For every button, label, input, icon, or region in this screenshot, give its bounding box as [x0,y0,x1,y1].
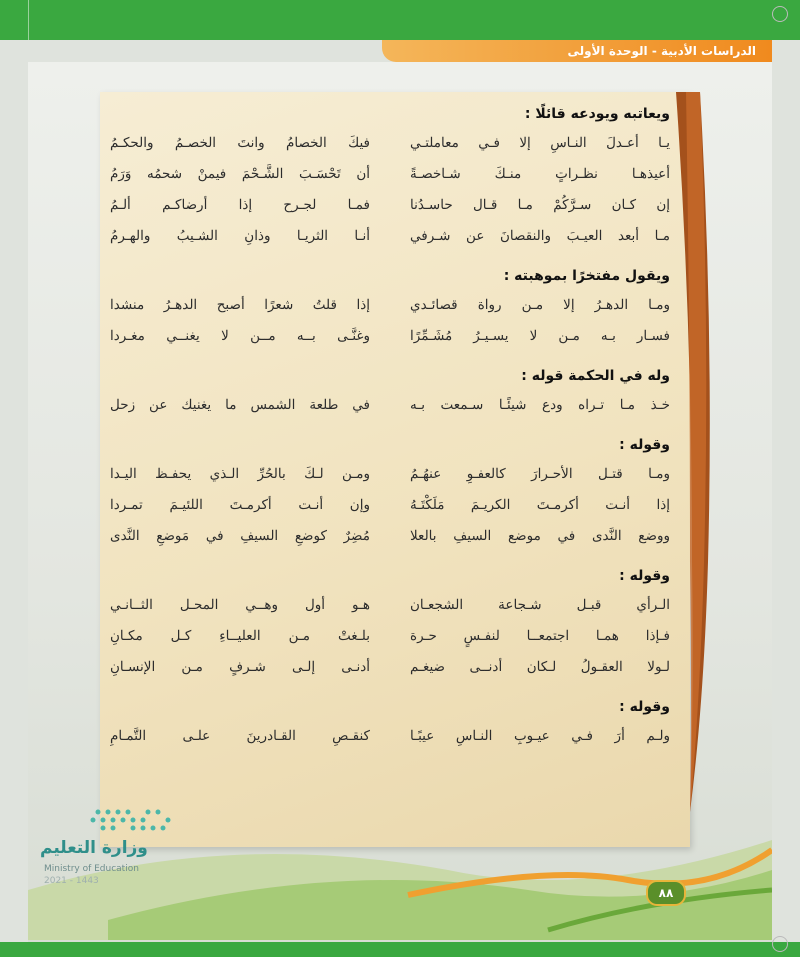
section-heading: ويعاتبه ويودعه قائلًا : [524,106,670,122]
section-heading: وله في الحكمة قوله : [521,368,670,384]
poem-content [110,100,670,752]
top-green-bar [0,0,800,40]
verse-line [110,652,670,683]
unit-header-tab [382,40,772,62]
section-gap [110,421,670,431]
ministry-name-arabic: وزارة التعليم [40,838,148,858]
section-gap [110,352,670,362]
verse-second-hemistich: كنقـصِ القـادرينَ علـى التَّمـامِ [110,728,370,744]
verse-first-hemistich: إذا أنـت أكرمـتَ الكريـمَ مَلَكْتَـهُ [410,497,670,513]
paper-ribbon-decoration [676,92,716,812]
unit-title: الدراسات الأدبية - الوحدة الأولى [567,44,756,58]
verse-line [110,290,670,321]
registration-mark-icon [772,936,788,952]
verse-second-hemistich: في طلعة الشمس ما يغنيك عن زحل [110,397,370,413]
verse-first-hemistich: يـا أعـدلَ النـاسِ إلا فـي معاملتـي [410,135,670,151]
verse-line [110,459,670,490]
verse-line [110,621,670,652]
verse-second-hemistich: هـو أول وهــي المحـل الثــانـي [110,597,370,613]
verse-first-hemistich: ولـم أرَ فـي عيـوبِ النـاسِ عيبًـا [410,728,670,744]
verse-line [110,721,670,752]
verse-first-hemistich: الـرأي قبـل شـجاعة الشجعـان [410,597,670,613]
verse-line [110,128,670,159]
verse-second-hemistich: بلـغتْ مـن العليــاءِ كـل مكـانِ [110,628,370,644]
verse-first-hemistich: مـا أبعد العيـبَ والنقصانَ عن شـرفي [410,228,670,244]
verse-second-hemistich: أدنـى إلـى شـرفٍ مـن الإنسـانِ [110,659,370,675]
verse-first-hemistich: فـإذا همـا اجتمعــا لنفـسٍ حـرة [410,628,670,644]
section-gap [110,552,670,562]
bottom-green-bar [0,942,800,957]
section-heading: ويقول مفتخرًا بموهبته : [503,268,670,284]
verse-first-hemistich: ووضع النَّدى في موضع السيفِ بالعلا [410,528,670,544]
ministry-year: 2021 - 1443 [44,876,99,886]
registration-mark-icon [772,6,788,22]
section-heading: وقوله : [619,568,670,584]
verse-first-hemistich: أعيذهـا نظـراتٍ منـكَ شـاخصـةً [410,166,670,182]
crop-mark [28,0,29,40]
verse-line [110,159,670,190]
verse-first-hemistich: خـذ مـا تـراه ودع شيئًـا سـمعت بـه [410,397,670,413]
verse-second-hemistich: مُضِرٌ كوضعِ السيفِ في مَوضعِ النَّدى [110,528,370,544]
section-heading: وقوله : [619,437,670,453]
verse-line [110,490,670,521]
verse-second-hemistich: وغنَّـى بــه مــن لا يغنــي مغـردا [110,328,370,344]
page-number: ٨٨ [646,880,686,906]
verse-second-hemistich: أنـا الثريـا وذانِ الشـيبُ والهـرمُ [110,228,370,244]
verse-first-hemistich: إن كـان سـرَّكُمْ مـا قـال حاسـدُنا [410,197,670,213]
verse-second-hemistich: ومـن لـكَ بالحُرِّ الـذي يحفـظ اليـدا [110,466,370,482]
section-gap [110,683,670,693]
ministry-name-english: Ministry of Education [44,864,139,874]
verse-line [110,590,670,621]
section-heading: وقوله : [619,699,670,715]
verse-second-hemistich: إذا قلتُ شعرًا أصبح الدهـرُ منشدا [110,297,370,313]
verse-line [110,321,670,352]
verse-second-hemistich: أن تَحْسَـبَ الشَّـحْمَ فيمنْ شحمُه وَرَمُ [110,166,370,182]
verse-second-hemistich: وإن أنـت أكرمـتَ اللئيـمَ تمـردا [110,497,370,513]
verse-second-hemistich: فيكَ الخصامُ وانتَ الخصـمُ والحكـمُ [110,135,370,151]
verse-line [110,190,670,221]
ministry-logo-dots-icon [88,806,178,836]
verse-first-hemistich: ومـا قتـل الأحـرارَ كالعفـوِ عنهُـمُ [410,466,670,482]
verse-first-hemistich: لـولا العقـولُ لـكان أدنــى ضيغـم [410,659,670,675]
verse-line [110,521,670,552]
verse-line [110,221,670,252]
verse-line [110,390,670,421]
verse-first-hemistich: فسـار بـه مـن لا يسـيـرُ مُشَـمِّرًا [410,328,670,344]
section-gap [110,252,670,262]
verse-first-hemistich: ومـا الدهـرُ إلا مـن رواة قصائـدي [410,297,670,313]
ministry-logo [40,800,180,890]
verse-second-hemistich: فمـا لجـرح إذا أرضاكـم ألـمُ [110,197,370,213]
